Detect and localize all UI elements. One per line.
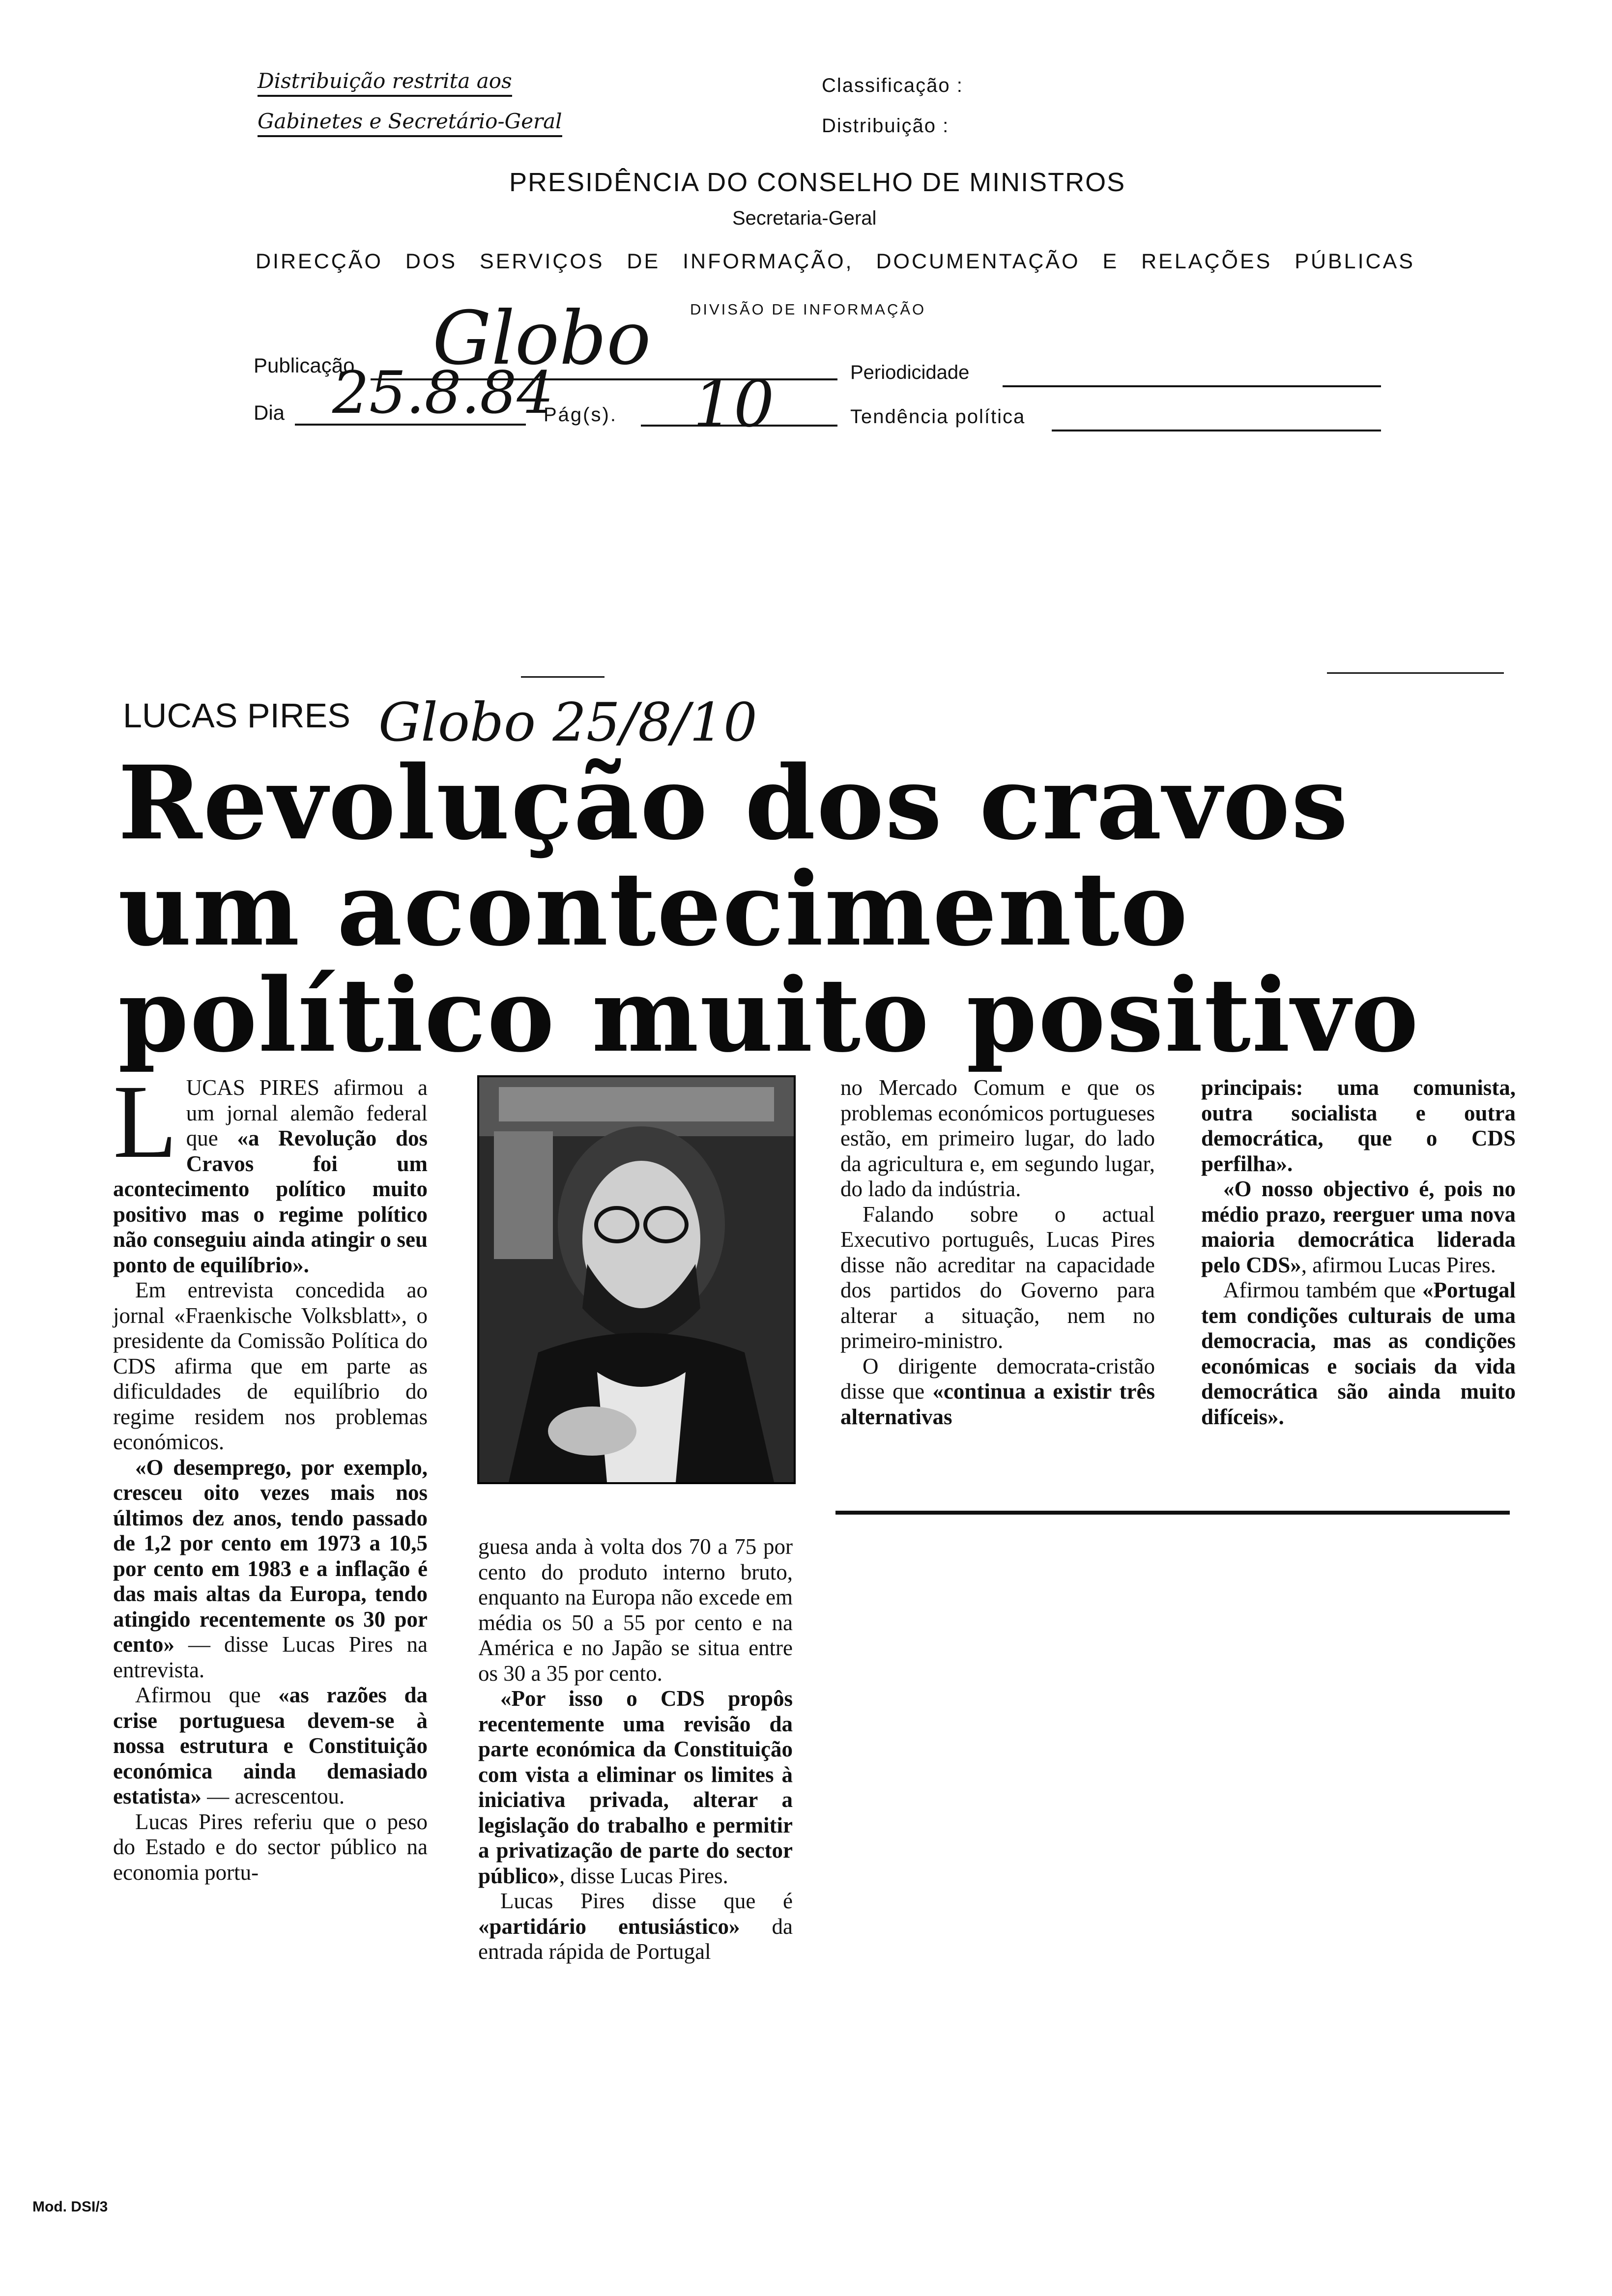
article-column-3: [840, 1075, 1155, 1430]
presidencia-title: PRESIDÊNCIA DO CONSELHO DE MINISTROS: [509, 168, 1126, 197]
col2-paragraph-2: [478, 1686, 793, 1889]
col4-paragraph-2: [1201, 1177, 1516, 1278]
form-code: Mod. DSI/3: [32, 2199, 108, 2215]
col2-p2-end: , disse Lucas Pires.: [559, 1863, 728, 1888]
headline-line2: um acontecimento: [118, 850, 1189, 969]
divisao-informacao: DIVISÃO DE INFORMAÇÃO: [690, 301, 926, 318]
col4-paragraph-3: [1201, 1278, 1516, 1430]
col4-p3-bold: «Portugal tem condições culturais de uma democracia, mas as condições económicas e sociais da vida democrática são ainda muito difíceis».: [1201, 1278, 1516, 1429]
col1-p4-bold: «as razões da crise portuguesa devem-se à nossa estrutura e Constituição económica ainda demasiado estatista»: [113, 1683, 428, 1808]
drop-cap: L: [113, 1063, 177, 1180]
col1-p3-end: — disse Lucas Pires na entrevista.: [113, 1632, 428, 1682]
distribution-restriction-line2: [258, 109, 562, 133]
col3-paragraph-1: no Mercado Comum e que os problemas económicos portugueses estão, em primeiro lugar, do lado da agricultura e, em segundo lugar, do lado da indústria.: [840, 1075, 1155, 1201]
col1-paragraph-3: [113, 1455, 428, 1683]
top-rule-left: [521, 676, 604, 678]
col2-p2-bold: «Por isso o CDS propôs recentemente uma revisão da parte económica da Constituição com vista a eliminar os limites à iniciativa privada, alterar a legislação do trabalho e permitir a privatização de parte do sector público»: [478, 1686, 793, 1888]
pags-handwritten: 10: [693, 367, 775, 441]
col4-paragraph-1: [1201, 1075, 1516, 1177]
dia-handwritten: 25.8.84: [332, 359, 554, 427]
col2-p3-end: da entrada rápida de Portugal: [478, 1914, 793, 1964]
col2-paragraph-1: guesa anda à volta dos 70 a 75 por cento do produto interno bruto, enquanto na Europa não excede em média os 50 a 55 por cento e na América e no Japão se situa entre os 30 a 35 por cento.: [478, 1534, 793, 1686]
article-kicker: LUCAS PIRES: [123, 696, 350, 735]
col1-paragraph-1: [113, 1063, 428, 1278]
pags-label: Pág(s).: [544, 404, 617, 426]
distribution-restriction-line1: [258, 69, 512, 93]
lucas-pires-photo: [477, 1075, 796, 1484]
col2-paragraph-3: [478, 1889, 793, 1965]
publicacao-handwritten: Globo: [432, 296, 651, 381]
handwritten-reference: Globo 25/8/10: [378, 692, 757, 753]
col4-p1-bold: principais: uma comunista, outra socialista e outra democrática, que o CDS perfilha».: [1201, 1075, 1516, 1176]
article-column-1: [113, 1063, 428, 1885]
headline-line3: político muito positivo: [118, 956, 1420, 1075]
col4-p3-start: Afirmou também que: [1223, 1278, 1423, 1302]
tendencia-label: Tendência política: [850, 406, 1026, 428]
distribution-line2-text: Gabinetes e Secretário-Geral: [258, 109, 562, 137]
headline-line1: Revolução dos cravos: [118, 744, 1350, 862]
col1-p1-text: UCAS PIRES afirmou a um jornal alemão federal que: [186, 1075, 428, 1150]
col1-p3-bold: «O desemprego, por exemplo, cresceu oito vezes mais nos últimos dez anos, tendo passado de 1,2 por cento em 1973 a 10,5 por cento em 1983 e a inflação é das mais altas da Europa, tendo atingido recentemente os 30 por cento»: [113, 1455, 428, 1657]
col1-p1-bold: «a Revolução dos Cravos foi um acontecimento político muito positivo mas o regime político não conseguiu ainda atingir o seu ponto de equilíbrio».: [113, 1126, 428, 1277]
article-column-2: [478, 1534, 793, 1965]
direccao-servicos: DIRECÇÃO DOS SERVIÇOS DE INFORMAÇÃO, DOCUMENTAÇÃO E RELAÇÕES PÚBLICAS: [256, 250, 1415, 273]
tendencia-line: [1052, 430, 1381, 431]
dia-label: Dia: [254, 401, 285, 424]
periodicidade-label: Periodicidade: [850, 362, 970, 383]
distribution-line1-text: Distribuição restrita aos: [258, 69, 512, 97]
col1-paragraph-4: [113, 1683, 428, 1809]
col1-paragraph-2: Em entrevista concedida ao jornal «Fraenkische Volksblatt», o presidente da Comissão Política do CDS afirma que em parte as dificuldades de equilíbrio do regime residem nos problemas económicos.: [113, 1278, 428, 1454]
col1-p4-end: — acrescentou.: [201, 1784, 345, 1808]
col1-paragraph-5: Lucas Pires referiu que o peso do Estado e do sector público na economia portu-: [113, 1809, 428, 1885]
col3-p3-start: O dirigente democrata-cristão disse que: [840, 1353, 1155, 1404]
col3-p3-bold: «continua a existir três alternativas: [840, 1379, 1155, 1429]
top-rule-right: [1327, 672, 1504, 674]
col4-p2-bold: «O nosso objectivo é, pois no médio prazo, reerguer uma nova maioria democrática liderada pelo CDS»: [1201, 1177, 1516, 1277]
portrait-illustration: [479, 1077, 794, 1482]
col3-paragraph-3: [840, 1354, 1155, 1430]
classificacao-label: Classificação :: [822, 75, 963, 96]
publicacao-label: Publicação: [254, 354, 355, 377]
distribuicao-label: Distribuição :: [822, 115, 950, 137]
col3-paragraph-2: Falando sobre o actual Executivo português, Lucas Pires disse não acreditar na capacidade dos partidos do Governo para alterar a situação, nem no primeiro-ministro.: [840, 1202, 1155, 1353]
secretaria-geral: Secretaria-Geral: [732, 207, 877, 229]
col2-p3-bold: «partidário entusiástico»: [478, 1914, 740, 1939]
article-end-rule: [835, 1511, 1510, 1515]
article-column-4: [1201, 1075, 1516, 1430]
col2-p3-start: Lucas Pires disse que é: [500, 1889, 793, 1913]
col1-p4-start: Afirmou que: [135, 1683, 279, 1707]
periodicidade-line: [1003, 385, 1381, 387]
col4-p2-end: , afirmou Lucas Pires.: [1301, 1252, 1496, 1277]
